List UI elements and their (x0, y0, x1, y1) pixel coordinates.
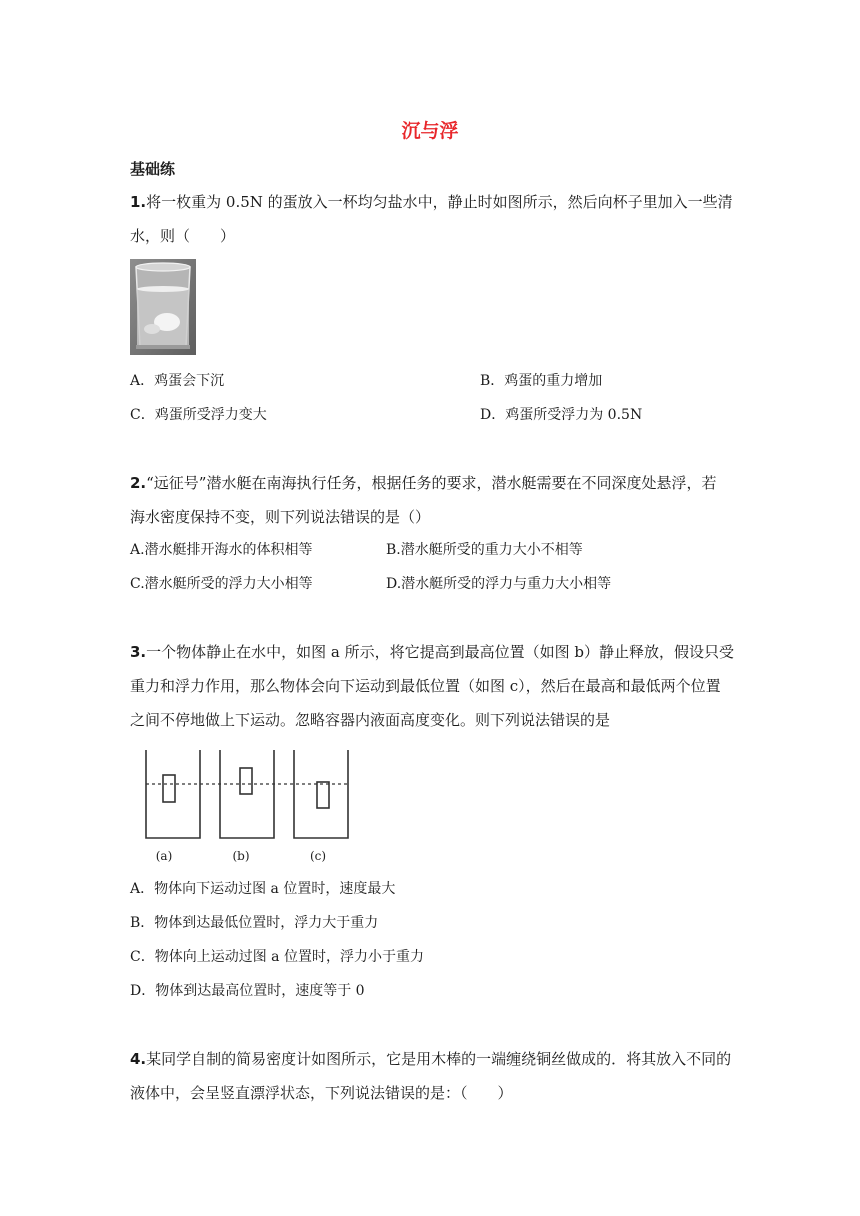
figure-label-b: (b) (232, 849, 250, 863)
q1-option-d: D．鸡蛋所受浮力为 0.5N (480, 407, 643, 423)
q3-option-a: A．物体向下运动过图 a 位置时，速度最大 (130, 881, 396, 897)
q1-text-1: 将一枚重为 0.5N 的蛋放入一杯均匀盐水中，静止时如图所示，然后向杯子里加入一些清 (146, 193, 733, 211)
object-c (317, 782, 329, 808)
q4-line1 (130, 1049, 731, 1069)
container-a (146, 750, 200, 838)
q1-option-b: B．鸡蛋的重力增加 (480, 373, 603, 389)
q2-option-c: C.潜水艇所受的浮力大小相等 (130, 576, 313, 592)
q3-option-c: C．物体向上运动过图 a 位置时，浮力小于重力 (130, 949, 424, 965)
q2-text-1: “远征号”潜水艇在南海执行任务，根据任务的要求，潜水艇需要在不同深度处悬浮，若 (146, 474, 717, 492)
q2-line2: 海水密度保持不变，则下列说法错误的是（） (130, 508, 431, 526)
section-heading: 基础练 (130, 160, 176, 178)
q2-option-b: B.潜水艇所受的重力大小不相等 (386, 542, 583, 558)
figure-label-c: (c) (309, 849, 327, 863)
q3-text-1: 一个物体静止在水中，如图 a 所示，将它提高到最高位置（如图 b）静止释放，假设只受 (146, 643, 734, 661)
q1-option-c: C．鸡蛋所受浮力变大 (130, 407, 267, 423)
q3-line2: 重力和浮力作用，那么物体会向下运动到最低位置（如图 c），然后在最高和最低两个位置 (130, 677, 721, 695)
object-b (240, 768, 252, 794)
q4-text-1: 某同学自制的简易密度计如图所示，它是用木棒的一端缠绕铜丝做成的．将其放入不同的 (146, 1050, 732, 1068)
q3-line3: 之间不停地做上下运动。忽略容器内液面高度变化。则下列说法错误的是 (130, 711, 611, 729)
object-a (163, 775, 175, 802)
containers-figure (138, 744, 358, 866)
q3-line1 (130, 642, 734, 662)
q4-line2: 液体中，会呈竖直漂浮状态，下列说法错误的是：（ ） (130, 1084, 513, 1102)
q2-option-a: A.潜水艇排开海水的体积相等 (130, 542, 313, 558)
q1-option-a: A．鸡蛋会下沉 (130, 373, 225, 389)
q2-line1 (130, 473, 716, 493)
q3-number: 3. (130, 643, 147, 661)
q2-number: 2. (130, 474, 147, 492)
q2-option-d: D.潜水艇所受的浮力与重力大小相等 (386, 576, 612, 592)
q3-option-d: D．物体到达最高位置时，速度等于 0 (130, 983, 365, 999)
q1-line2: 水，则（ ） (130, 227, 236, 245)
q1-line1 (130, 192, 733, 212)
egg-in-glass-photo (130, 259, 196, 355)
q3-option-b: B．物体到达最低位置时，浮力大于重力 (130, 915, 379, 931)
q1-number: 1. (130, 193, 147, 211)
page-title: 沉与浮 (401, 120, 459, 142)
figure-label-a: (a) (155, 849, 173, 863)
container-c (294, 750, 348, 838)
q4-number: 4. (130, 1050, 147, 1068)
